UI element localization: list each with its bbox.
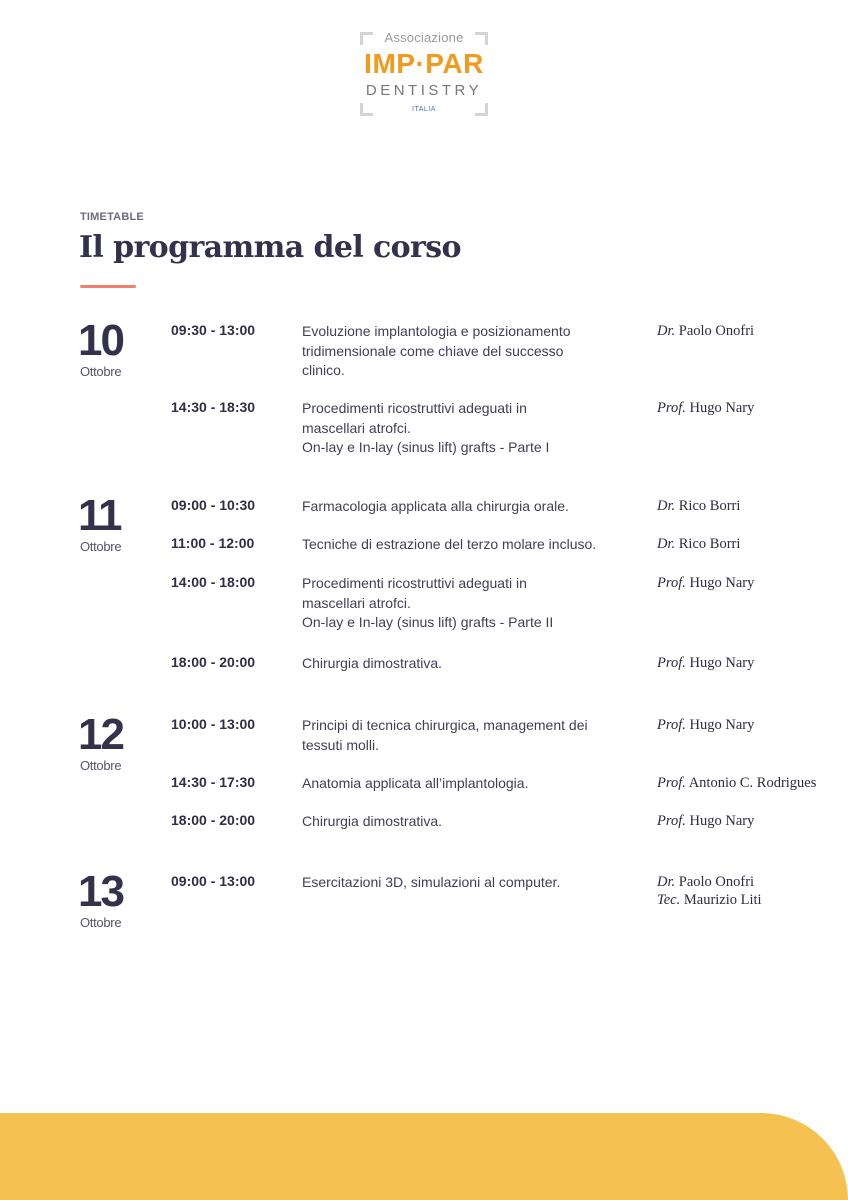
- teacher-title: Prof.: [657, 813, 686, 829]
- teacher-title: Dr.: [657, 536, 676, 552]
- teacher: [657, 535, 740, 553]
- day-month: Ottobre: [80, 364, 122, 379]
- title-underline: [80, 285, 136, 288]
- teacher-name: Maurizio Liti: [683, 892, 762, 908]
- teacher: [657, 774, 816, 792]
- session-time: 14:30 - 18:30: [171, 399, 256, 415]
- session-time: 10:00 - 13:00: [171, 716, 256, 732]
- session-teachers: [657, 535, 740, 553]
- teacher-title: Tec.: [657, 892, 681, 908]
- session-topic: Procedimenti ricostruttivi adeguati in mascellari atrofci. On-lay e In-lay (sinus lift) grafts - Parte II: [302, 575, 554, 630]
- teacher: [657, 497, 740, 515]
- teacher-name: Hugo Nary: [689, 717, 755, 733]
- session-topic: Chirurgia dimostrativa.: [302, 655, 443, 671]
- teacher-name: Antonio C. Rodrigues: [688, 775, 817, 791]
- teacher-name: Hugo Nary: [689, 655, 755, 671]
- session-teachers: [657, 812, 754, 830]
- day-month: Ottobre: [80, 915, 122, 930]
- session-time: 09:00 - 13:00: [171, 873, 256, 889]
- session-teachers: [657, 654, 754, 672]
- teacher-title: Prof.: [657, 400, 686, 416]
- teacher-name: Paolo Onofri: [678, 874, 755, 890]
- session-time: 14:00 - 18:00: [171, 574, 256, 590]
- day-number: 11: [78, 491, 121, 540]
- page-title: Il programma del corso: [79, 230, 461, 265]
- teacher-name: Hugo Nary: [689, 400, 755, 416]
- teacher-title: Dr.: [657, 874, 676, 890]
- session-topic: Anatomia applicata all’implantologia.: [302, 775, 529, 791]
- session-time: 11:00 - 12:00: [171, 535, 255, 551]
- teacher-name: Rico Borri: [678, 498, 741, 514]
- teacher-title: Dr.: [657, 498, 676, 514]
- session-time: 14:30 - 17:30: [171, 774, 256, 790]
- session-topic: Tecniche di estrazione del terzo molare incluso.: [302, 536, 597, 552]
- session-teachers: [657, 322, 754, 340]
- session-teachers: [657, 574, 754, 592]
- association-logo: [358, 30, 490, 118]
- teacher: [657, 812, 754, 830]
- teacher: [657, 716, 754, 734]
- session-teachers: [657, 497, 740, 515]
- teacher: [657, 873, 762, 891]
- session-teachers: [657, 399, 754, 417]
- session-topic: Esercitazioni 3D, simulazioni al computer.: [302, 874, 561, 890]
- day-month: Ottobre: [80, 758, 122, 773]
- teacher: [657, 891, 762, 909]
- session-topic: Chirurgia dimostrativa.: [302, 813, 443, 829]
- session-teachers: [657, 716, 754, 734]
- logo-association-text: Associazione: [384, 30, 464, 45]
- session-topic: Farmacologia applicata alla chirurgia orale.: [302, 498, 569, 514]
- teacher: [657, 654, 754, 672]
- session-topic: Principi di tecnica chirurgica, management dei tessuti molli.: [302, 717, 588, 753]
- teacher-title: Prof.: [657, 717, 686, 733]
- teacher-title: Dr.: [657, 323, 676, 339]
- footer-band: [0, 1113, 848, 1200]
- teacher-title: Prof.: [657, 575, 686, 591]
- day-number: 12: [78, 710, 123, 759]
- teacher-title: Prof.: [657, 655, 686, 671]
- teacher-name: Hugo Nary: [689, 813, 755, 829]
- teacher-name: Rico Borri: [678, 536, 741, 552]
- day-number: 13: [78, 867, 123, 916]
- session-teachers: [657, 774, 816, 792]
- logo-country-text: ITALIA: [412, 106, 436, 113]
- section-eyebrow: TIMETABLE: [80, 211, 144, 223]
- logo-brand-text: IMP·PAR: [364, 48, 484, 79]
- session-topic: Procedimenti ricostruttivi adeguati in mascellari atrofci. On-lay e In-lay (sinus lift) grafts - Parte I: [302, 400, 550, 455]
- session-time: 18:00 - 20:00: [171, 812, 256, 828]
- teacher-name: Hugo Nary: [689, 575, 755, 591]
- teacher-name: Paolo Onofri: [678, 323, 755, 339]
- session-topic: Evoluzione implantologia e posizionamento tridimensionale come chiave del successo clinico.: [302, 323, 571, 378]
- teacher: [657, 574, 754, 592]
- session-time: 18:00 - 20:00: [171, 654, 256, 670]
- session-time: 09:30 - 13:00: [171, 322, 256, 338]
- day-month: Ottobre: [80, 539, 122, 554]
- day-number: 10: [78, 316, 123, 365]
- teacher: [657, 399, 754, 417]
- logo-subtitle-text: DENTISTRY: [365, 82, 483, 99]
- session-teachers: [657, 873, 762, 909]
- teacher: [657, 322, 754, 340]
- session-time: 09:00 - 10:30: [171, 497, 256, 513]
- teacher-title: Prof.: [657, 775, 686, 791]
